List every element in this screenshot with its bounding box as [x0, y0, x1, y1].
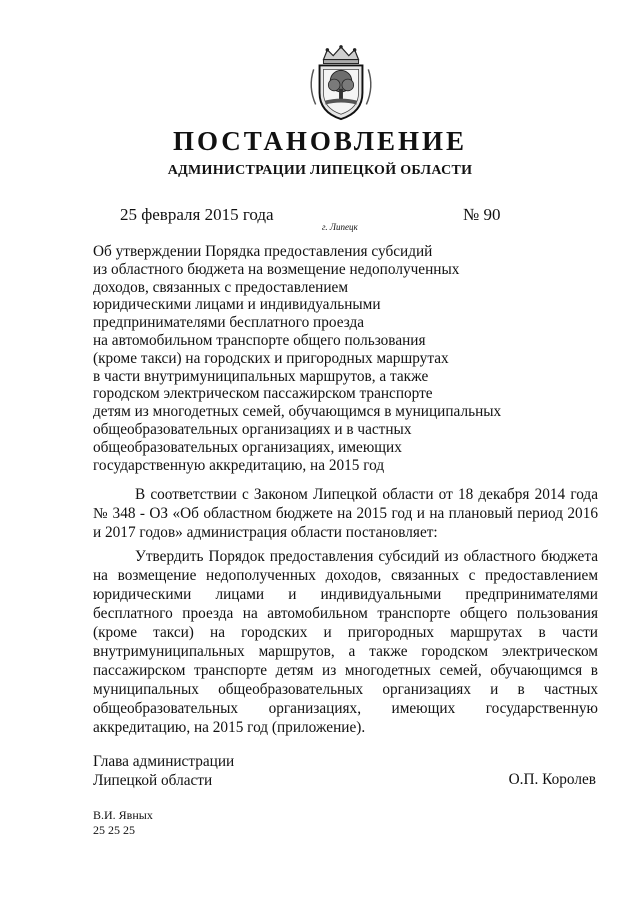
coat-of-arms-icon: [302, 44, 380, 122]
subject-line: на автомобильном транспорте общего пользования: [93, 331, 426, 349]
subject-line: юридическими лицами и индивидуальными: [93, 296, 381, 314]
subject-line: государственную аккредитацию, на 2015 год: [93, 456, 385, 474]
subject-line: Об утверждении Порядка предоставления субсидий: [93, 243, 433, 260]
signatory-position: [93, 752, 234, 790]
subject-line: общеобразовательных организациях и в частных: [93, 420, 412, 438]
preamble-paragraph: В соответствии с Законом Липецкой области от 18 декабря 2014 года № 348 - ОЗ «Об областном бюджете на 2015 год и на плановый период 2016 и 2017 годов» администрация области постановляет:: [93, 486, 598, 541]
document-number: № 90: [463, 205, 501, 224]
subject-line: (кроме такси) на городских и пригородных маршрутах: [93, 349, 449, 367]
subject-line: из областного бюджета на возмещение недополученных: [93, 260, 460, 278]
signatory-position-line: Глава администрации: [93, 753, 235, 770]
subject-line: предпринимателями бесплатного проезда: [93, 314, 365, 332]
subject-line: доходов, связанных с предоставлением: [93, 278, 349, 296]
document-title: ПОСТАНОВЛЕНИЕ: [172, 126, 468, 156]
resolution-paragraph: Утвердить Порядок предоставления субсидий из областного бюджета на возмещение недополученных доходов, связанных с предоставлением юридическими лицами и индивидуальными предпринимателями бесплатного проезда на автомобильном транспорте общего пользования (кроме такси) на городских и пригородных маршрутах в части внутримуниципальных маршрутов, а также городском электрическом пассажирском транспорте детям из многодетных семей, обучающимся в муниципальных общеобразовательных организациях и в частных общеобразовательных организациях, имеющих государственную аккредитацию, на 2015 год (приложение).: [93, 548, 598, 736]
executor-name: В.И. Явных: [93, 808, 153, 822]
subject-line: в части внутримуниципальных маршрутов, а также: [93, 367, 429, 385]
subject-line: общеобразовательных организациях, имеющих: [93, 438, 402, 456]
subject-line: детям из многодетных семей, обучающимся в муниципальных: [93, 403, 502, 421]
document-subtitle: АДМИНИСТРАЦИИ ЛИПЕЦКОЙ ОБЛАСТИ: [167, 163, 473, 178]
subject-line: городском электрическом пассажирском транспорте: [93, 385, 433, 403]
executor-phone: 25 25 25: [93, 823, 135, 837]
document-subject: [93, 243, 523, 474]
executor-block: [93, 808, 153, 838]
document-date: 25 февраля 2015 года: [120, 205, 274, 224]
signatory-name: О.П. Королев: [508, 771, 596, 788]
document-city: г. Липецк: [322, 222, 358, 232]
signatory-position-line: Липецкой области: [93, 772, 213, 789]
